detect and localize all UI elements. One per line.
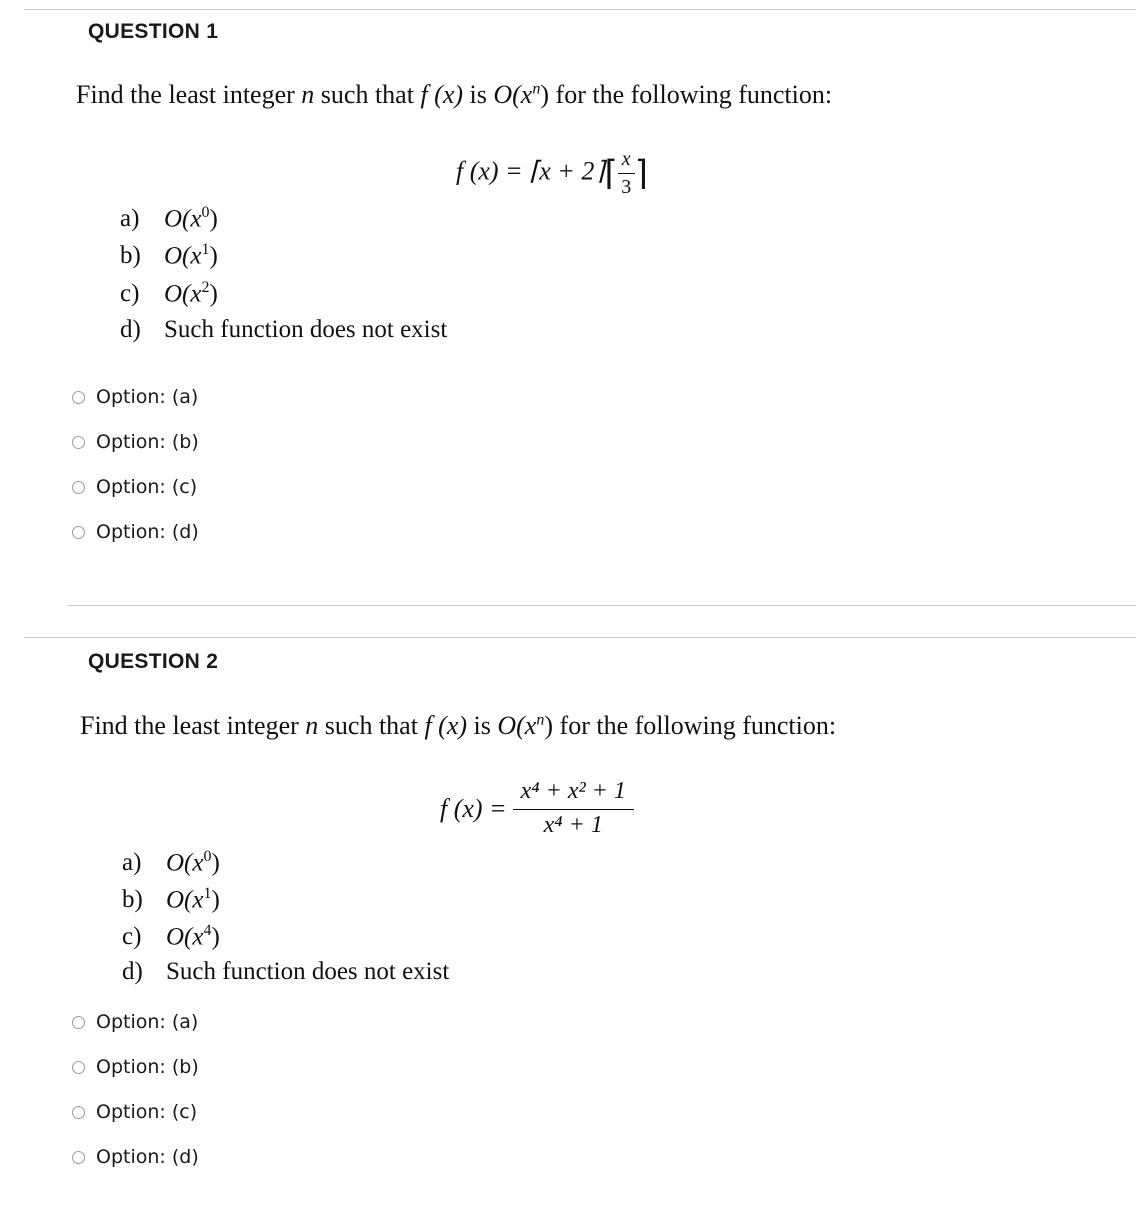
question-2-choice-c: c) $O(x^4)$ — [122, 922, 220, 951]
question-2-choice-d: d) Such function does not exist — [122, 958, 450, 985]
question-1-title: QUESTION 1 — [88, 20, 219, 43]
formula-fraction: $\frac{\text{x⁴ + x² + 1}}{\text{x⁴ + 1}}$ — [513, 778, 634, 839]
question-2-option-a[interactable]: Option: (a) — [72, 1009, 198, 1035]
radio-button[interactable] — [72, 1106, 85, 1119]
question-2-formula — [440, 778, 634, 839]
question-1-option-c[interactable]: Option: (c) — [72, 474, 197, 500]
radio-button[interactable] — [72, 391, 85, 404]
question-1-choice-d: d) Such function does not exist — [120, 316, 448, 343]
formula-fraction: $\frac{x}{3}$ — [618, 148, 635, 199]
question-1-stem: Find the least integer n such that f (x) is $O(x^n)$ for the following function: — [76, 80, 833, 109]
question-2-choice-b: b) $O(x^1)$ — [122, 885, 220, 914]
radio-button[interactable] — [72, 481, 85, 494]
question-2-title: QUESTION 2 — [88, 650, 219, 673]
question-2-option-d[interactable]: Option: (d) — [72, 1144, 199, 1170]
question-1-option-b[interactable]: Option: (b) — [72, 429, 199, 455]
radio-button[interactable] — [72, 526, 85, 539]
question-2-option-c[interactable]: Option: (c) — [72, 1099, 197, 1125]
question-1-choice-a: a) $O(x^0)$ — [120, 204, 218, 233]
question-1-option-d[interactable]: Option: (d) — [72, 519, 199, 545]
question-2-option-b[interactable]: Option: (b) — [72, 1054, 199, 1080]
question-1-option-a[interactable]: Option: (a) — [72, 384, 198, 410]
question-2-stem: Find the least integer n such that f (x) is $O(x^n)$ for the following function: — [80, 711, 837, 740]
formula-lhs: f (x) = ⌈x + 2⌉ — [456, 156, 605, 186]
question-1-bottom-divider — [68, 605, 1136, 606]
question-1-choice-c: c) $O(x^2)$ — [120, 279, 218, 308]
radio-button[interactable] — [72, 1016, 85, 1029]
radio-button[interactable] — [72, 1151, 85, 1164]
question-1-top-divider — [24, 9, 1136, 10]
radio-button[interactable] — [72, 436, 85, 449]
radio-button[interactable] — [72, 1061, 85, 1074]
question-2-top-divider — [24, 637, 1136, 638]
question-1-choice-b: b) $O(x^1)$ — [120, 241, 218, 270]
question-2-choice-a: a) $O(x^0)$ — [122, 848, 220, 877]
formula-lhs: f (x) = — [440, 793, 507, 823]
question-1-formula: f (x) = ⌈x + 2⌉⌈ $\frac{x}{3}$ ⌉ — [456, 148, 648, 198]
